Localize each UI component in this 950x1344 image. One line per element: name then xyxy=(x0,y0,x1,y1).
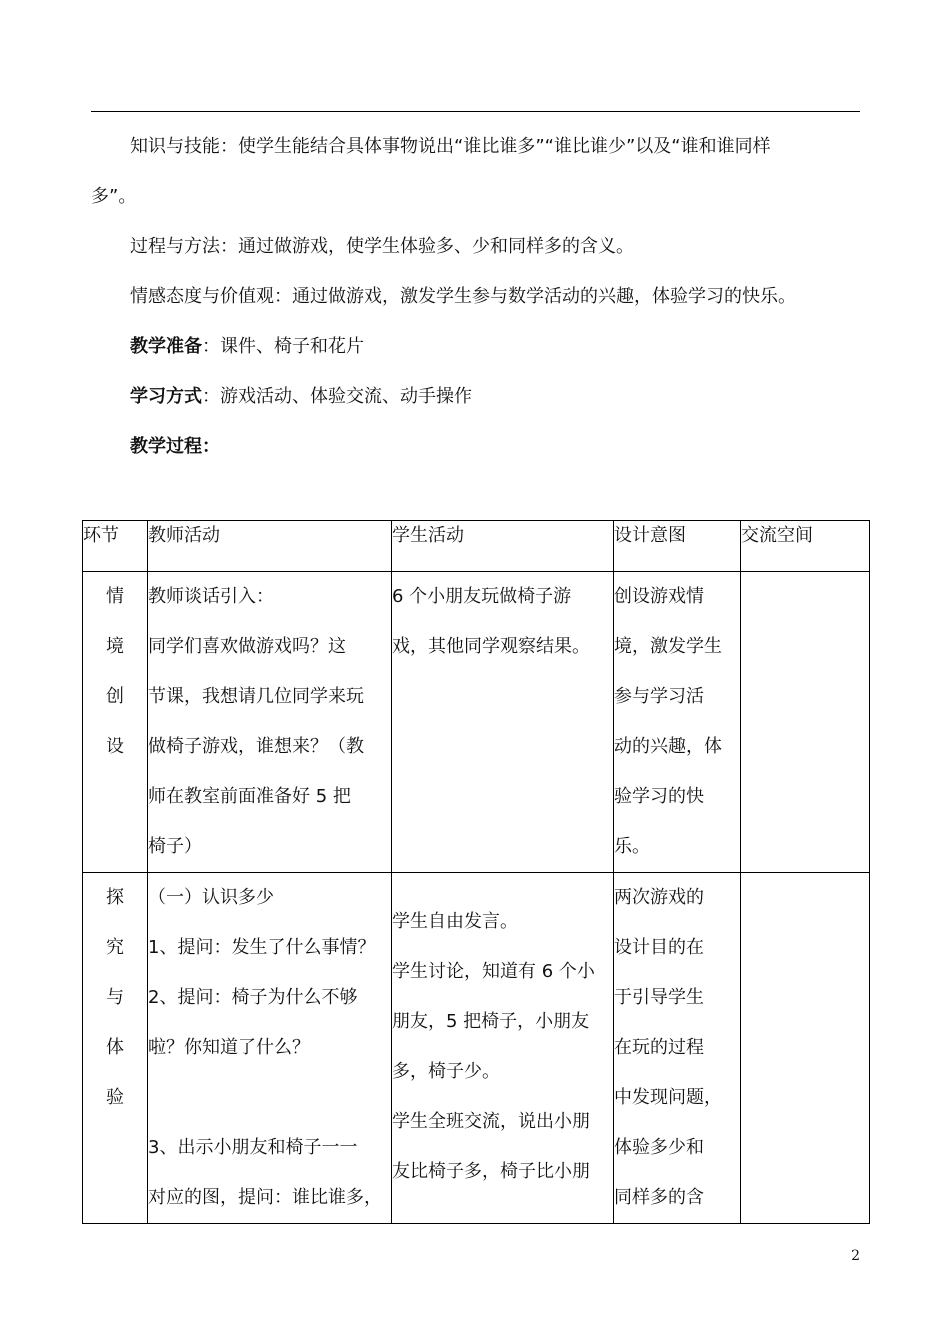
objective-process: 过程与方法：通过做游戏，使学生体验多、少和同样多的含义。 xyxy=(130,236,634,257)
page-number: 2 xyxy=(851,1248,860,1264)
stage-cell: 情 境 创 设 xyxy=(83,572,148,873)
learning-method-label: 学习方式 xyxy=(130,386,202,407)
table-row xyxy=(83,572,870,873)
learning-method-value: ：游戏活动、体验交流、动手操作 xyxy=(202,386,472,407)
teaching-prep-value: ：课件、椅子和花片 xyxy=(202,336,364,357)
stage-cell: 探 究 与 体 验 xyxy=(83,873,148,1224)
table-header-row xyxy=(83,521,870,572)
student-activity-cell: 6 个小朋友玩做椅子游 戏，其他同学观察结果。 xyxy=(392,572,614,873)
process-heading: 教学过程： xyxy=(130,436,220,457)
objective-emotion: 情感态度与价值观：通过做游戏，激发学生参与数学活动的兴趣，体验学习的快乐。 xyxy=(130,286,796,307)
exchange-space-cell xyxy=(741,572,870,873)
teacher-activity-cell: （一）认识多少 1、提问：发生了什么事情？ 2、提问：椅子为什么不够 啦？你知道了什么？ 3、出示小朋友和椅子一一 对应的图，提问：谁比谁多， xyxy=(148,873,392,1224)
header-design: 设计意图 xyxy=(614,521,741,572)
objective-knowledge-cont: 多”。 xyxy=(91,186,137,207)
teaching-prep-label: 教学准备 xyxy=(130,336,202,357)
exchange-space-cell xyxy=(741,873,870,1224)
header-student: 学生活动 xyxy=(392,521,614,572)
teaching-prep xyxy=(130,334,364,360)
student-activity-cell: 学生自由发言。 学生讨论，知道有 6 个小 朋友，5 把椅子，小朋友 多，椅子少。 学生全班交流，说出小朋 友比椅子多，椅子比小朋 xyxy=(392,873,614,1224)
header-teacher: 教师活动 xyxy=(148,521,392,572)
design-intent-cell: 创设游戏情 境，激发学生 参与学习活 动的兴趣，体 验学习的快 乐。 xyxy=(614,572,741,873)
lesson-table xyxy=(82,520,870,1224)
header-space: 交流空间 xyxy=(741,521,870,572)
header-rule xyxy=(91,111,860,112)
learning-method xyxy=(130,384,472,410)
teacher-activity-cell: 教师谈话引入： 同学们喜欢做游戏吗？这 节课，我想请几位同学来玩 做椅子游戏，谁想来？（教 师在教室前面准备好 5 把 椅子） xyxy=(148,572,392,873)
design-intent-cell: 两次游戏的 设计目的在 于引导学生 在玩的过程 中发现问题， 体验多少和 同样多的含 xyxy=(614,873,741,1224)
objective-knowledge: 知识与技能：使学生能结合具体事物说出“谁比谁多”“谁比谁少”以及“谁和谁同样 xyxy=(130,136,771,157)
header-stage: 环节 xyxy=(83,521,148,572)
table-row xyxy=(83,873,870,1224)
